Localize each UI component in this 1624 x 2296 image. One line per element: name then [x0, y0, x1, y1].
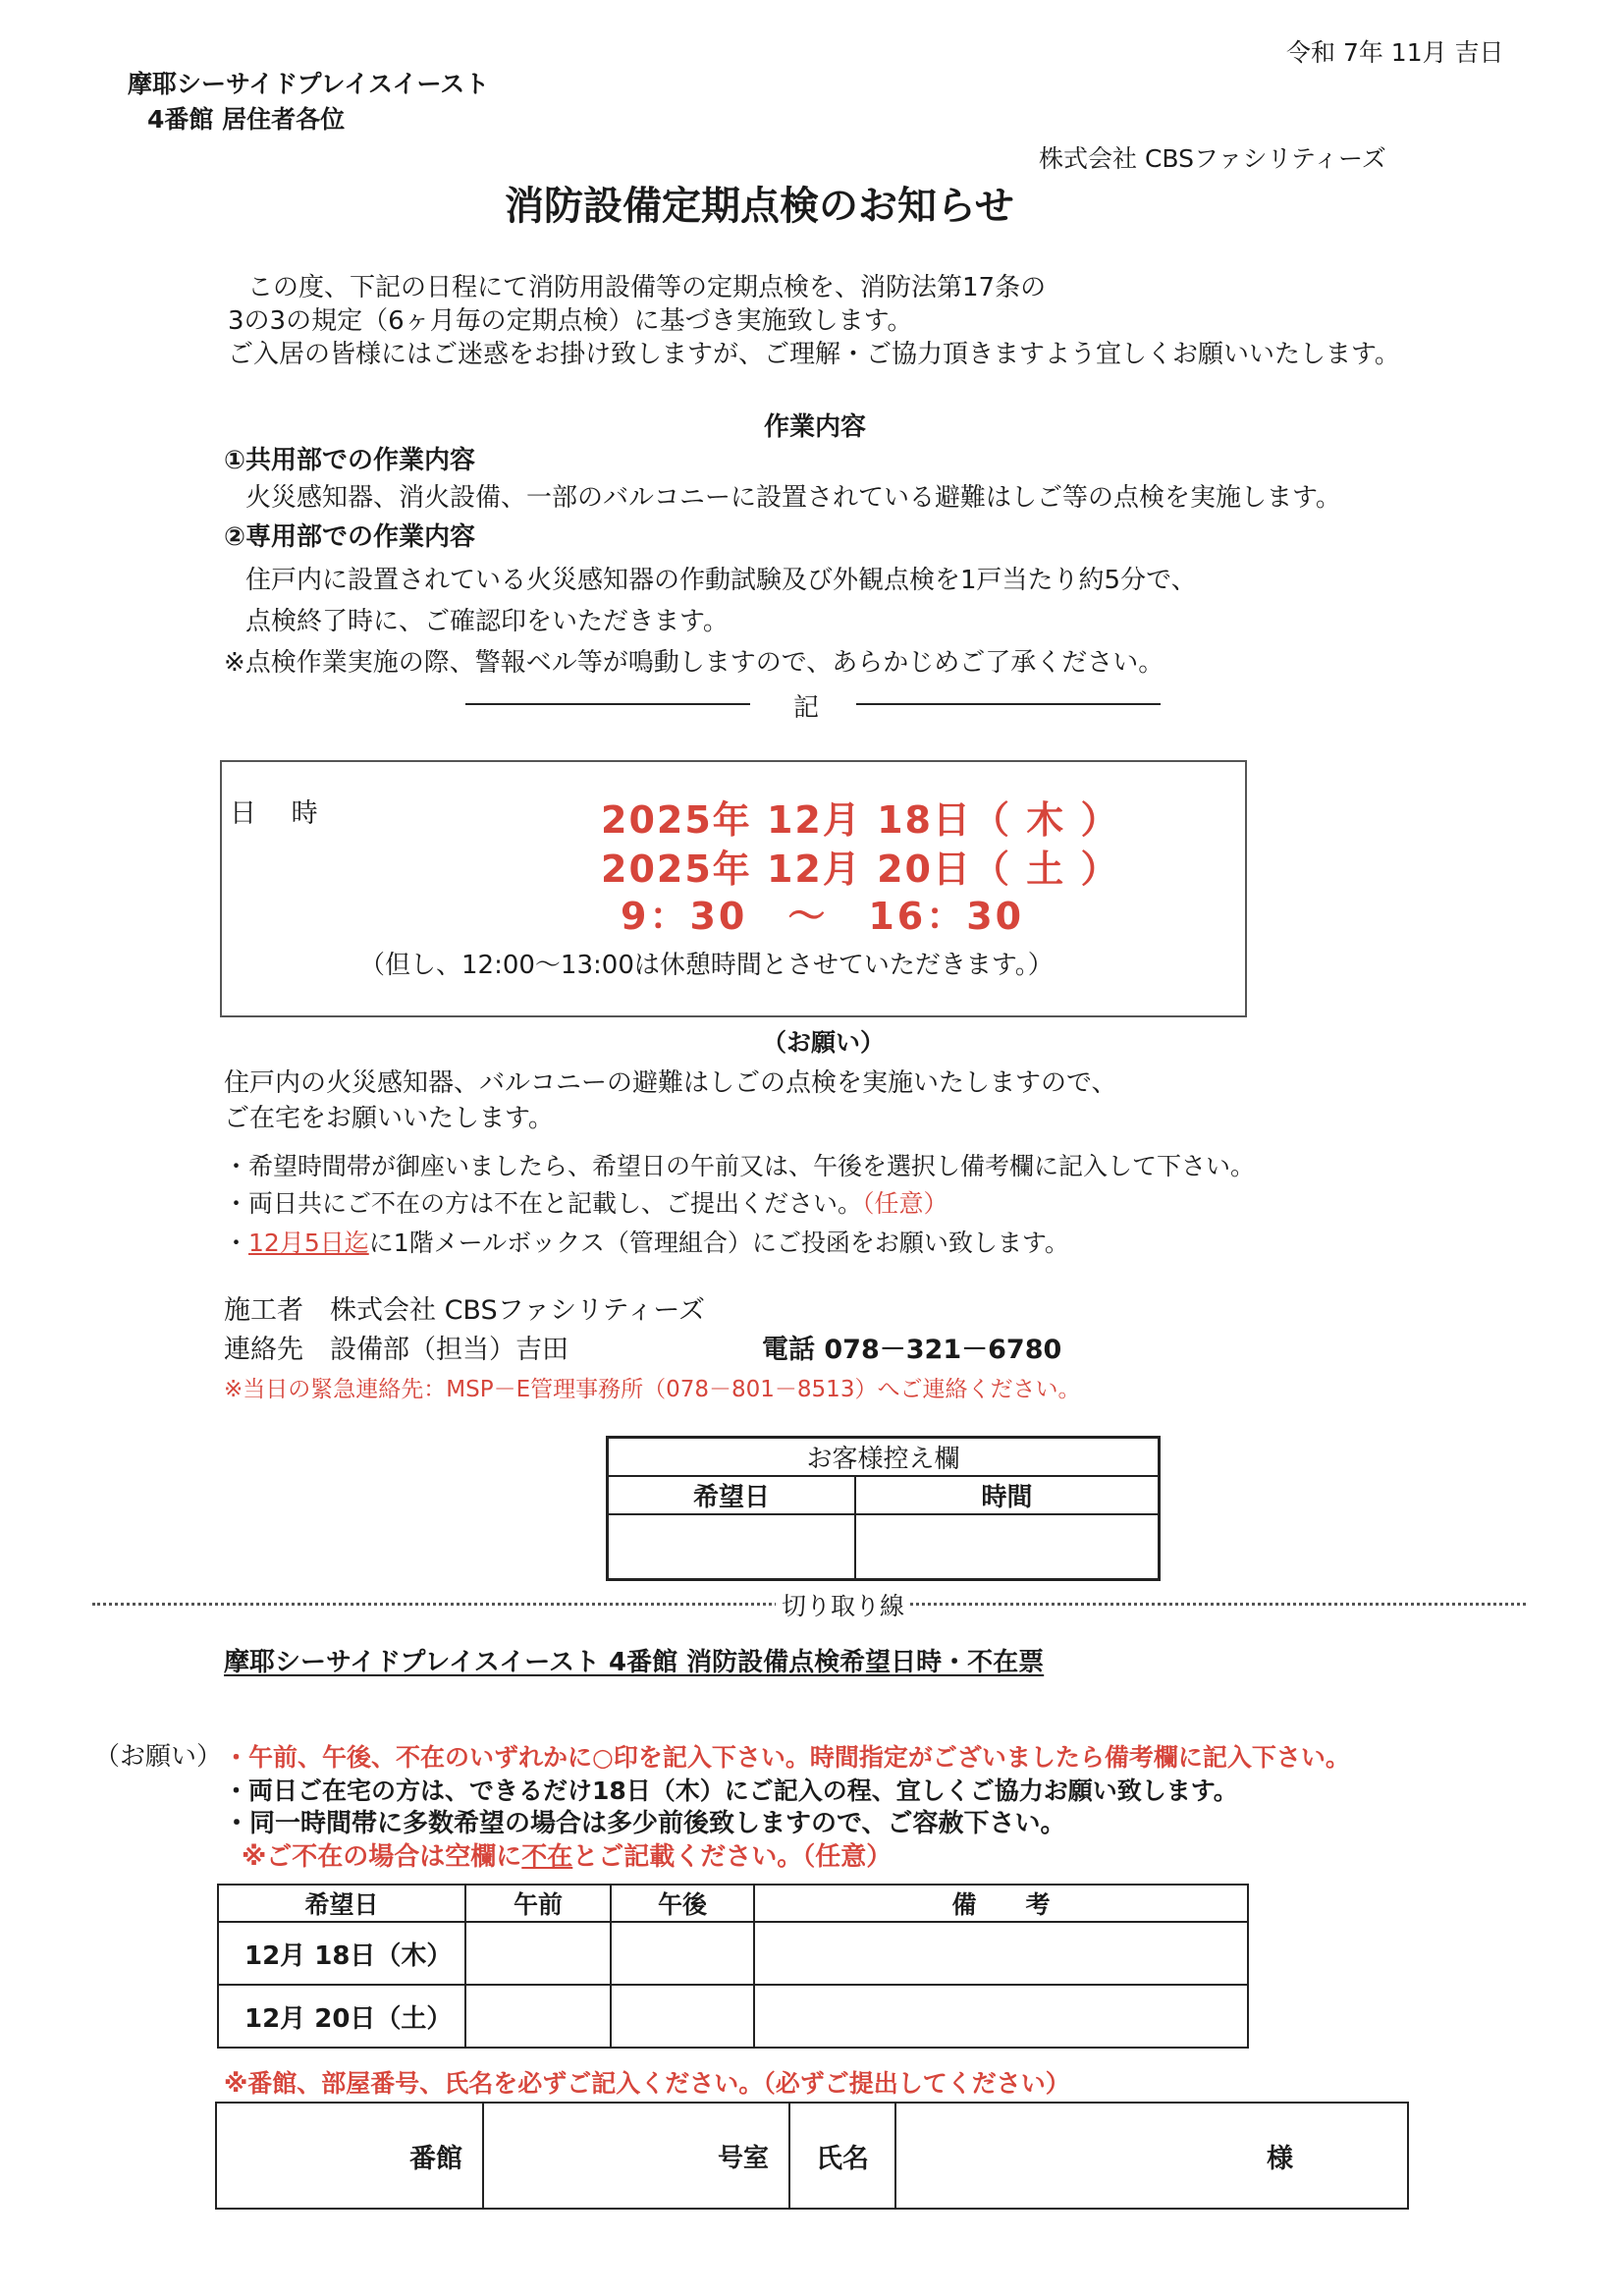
row-20-remarks-cell[interactable] [754, 1985, 1248, 2048]
header-afternoon: 午後 [611, 1885, 754, 1922]
form-title: 摩耶シーサイドプレイスイースト 4番館 消防設備点検希望日時・不在票 [224, 1648, 1045, 1677]
contact-phone: 電話 078－321－6780 [762, 1335, 1062, 1365]
room-label: 号室 [717, 2143, 769, 2173]
row-18-afternoon-cell[interactable] [611, 1922, 754, 1985]
customer-copy-table [606, 1436, 1161, 1581]
optional-tag: （任意） [862, 1189, 948, 1218]
row-date-18: 12月 18日（木） [218, 1922, 465, 1985]
row-20-morning-cell[interactable] [465, 1985, 611, 2048]
header-date: 希望日 [218, 1885, 465, 1922]
customer-copy-title: お客様控え欄 [608, 1438, 1160, 1477]
contractor: 施工者 株式会社 CBSファシリティーズ [224, 1295, 706, 1326]
form-instruction-4 [242, 1836, 892, 1873]
header-morning: 午前 [465, 1885, 611, 1922]
header-remarks: 備 考 [754, 1885, 1248, 1922]
intro-line-3: ご入居の皆様にはご迷惑をお掛け致しますが、ご理解・ご協力頂きますよう宜しくお願いいたします。 [228, 340, 1400, 369]
ki-label: 記 [793, 693, 820, 723]
submission-deadline: 12月5日迄 [248, 1229, 369, 1257]
emergency-contact: ※当日の緊急連絡先：MSP－E管理事務所（078－801－8513）へご連絡ください。 [224, 1377, 1081, 1402]
form-instruction-2: ・両日ご在宅の方は、できるだけ18日（木）にご記入の程、宜しくご協力お願い致します。 [224, 1777, 1238, 1805]
room-cell[interactable] [483, 2103, 789, 2209]
request-bullet-2-text: ・両日共にご不在の方は不在と記載し、ご提出ください。 [224, 1189, 863, 1218]
cut-line-label: 切り取り線 [776, 1587, 910, 1622]
ki-left-rule [465, 703, 750, 705]
sender-company: 株式会社 CBSファシリティーズ [1039, 144, 1386, 173]
page-title: 消防設備定期点検のお知らせ [505, 184, 1014, 229]
issue-date: 令和 7年 11月 吉日 [1286, 38, 1504, 67]
private-area-heading: ②専用部での作業内容 [224, 522, 476, 552]
form-instruction-4-a: ※ご不在の場合は空欄に [242, 1842, 522, 1872]
common-area-text: 火災感知器、消火設備、一部のバルコニーに設置されている避難はしご等の点検を実施します。 [245, 483, 1341, 513]
required-note: ※番館、部屋番号、氏名を必ずご記入ください。（必ずご提出してください） [224, 2069, 1070, 2098]
customer-copy-date-header: 希望日 [608, 1476, 856, 1514]
form-instruction-1: ・午前、午後、不在のいずれかに○印を記入下さい。時間指定がございましたら備考欄に記入下さい。 [224, 1743, 1350, 1772]
request-bullet-3-text: に1階メールボックス（管理組合）にご投函をお願い致します。 [368, 1229, 1069, 1257]
honorific-label: 様 [1267, 2143, 1293, 2174]
form-instruction-3: ・同一時間帯に多数希望の場合は多少前後致しますので、ご容赦下さい。 [224, 1809, 1066, 1838]
contact-person: 連絡先 設備部（担当）吉田 [224, 1335, 568, 1365]
name-label: 氏名 [789, 2103, 895, 2209]
work-heading: 作業内容 [764, 412, 867, 442]
bullet-mark: ・ [224, 1229, 249, 1257]
common-area-heading: ①共用部での作業内容 [224, 446, 476, 475]
request-heading: （お願い） [762, 1028, 886, 1057]
building-cell[interactable] [216, 2103, 483, 2209]
customer-copy-date-cell[interactable] [608, 1514, 856, 1579]
schedule-date-1: 2025年 12月 18日（ 木 ） [601, 798, 1120, 842]
request-bullet-3 [224, 1224, 1069, 1259]
request-bullet-1: ・希望時間帯が御座いましたら、希望日の午前又は、午後を選択し備考欄に記入して下さい。 [224, 1152, 1256, 1180]
name-cell[interactable] [895, 2103, 1408, 2209]
row-18-morning-cell[interactable] [465, 1922, 611, 1985]
schedule-label: 日 時 [230, 798, 318, 829]
intro-line-1: この度、下記の日程にて消防用設備等の定期点検を、消防法第17条の [247, 273, 1047, 302]
alarm-note: ※点検作業実施の際、警報ベル等が鳴動しますので、あらかじめご了承ください。 [224, 648, 1164, 678]
ki-right-rule [856, 703, 1161, 705]
form-instruction-4-c: とご記載ください。（任意） [572, 1842, 893, 1872]
building-label: 番館 [409, 2143, 462, 2174]
absent-keyword: 不在 [521, 1842, 573, 1872]
intro-line-2: 3の3の規定（6ヶ月毎の定期点検）に基づき実施致します。 [228, 306, 913, 336]
resident-info-table [215, 2102, 1409, 2210]
private-area-text-2: 点検終了時に、ご確認印をいただきます。 [245, 607, 729, 636]
customer-copy-time-header: 時間 [855, 1476, 1160, 1514]
request-bullet-2 [224, 1184, 948, 1220]
schedule-time: 9：30 ～ 16：30 [621, 895, 1025, 938]
request-line-2: ご在宅をお願いいたします。 [224, 1104, 554, 1133]
private-area-text-1: 住戸内に設置されている火災感知器の作動試験及び外観点検を1戸当たり約5分で、 [245, 566, 1197, 595]
break-note: （但し、12:00～13:00は休憩時間とさせていただきます。） [359, 951, 1054, 980]
preference-table [217, 1884, 1249, 2049]
recipient-line-1: 摩耶シーサイドプレイスイースト [128, 70, 490, 98]
schedule-box [220, 760, 1247, 1017]
row-18-remarks-cell[interactable] [754, 1922, 1248, 1985]
row-date-20: 12月 20日（土） [218, 1985, 465, 2048]
form-request-label: （お願い） [94, 1742, 223, 1772]
customer-copy-time-cell[interactable] [855, 1514, 1160, 1579]
recipient-line-2: 4番館 居住者各位 [147, 105, 346, 134]
request-line-1: 住戸内の火災感知器、バルコニーの避難はしごの点検を実施いたしますので、 [224, 1068, 1117, 1098]
row-20-afternoon-cell[interactable] [611, 1985, 754, 2048]
schedule-date-2: 2025年 12月 20日（ 土 ） [601, 847, 1120, 891]
